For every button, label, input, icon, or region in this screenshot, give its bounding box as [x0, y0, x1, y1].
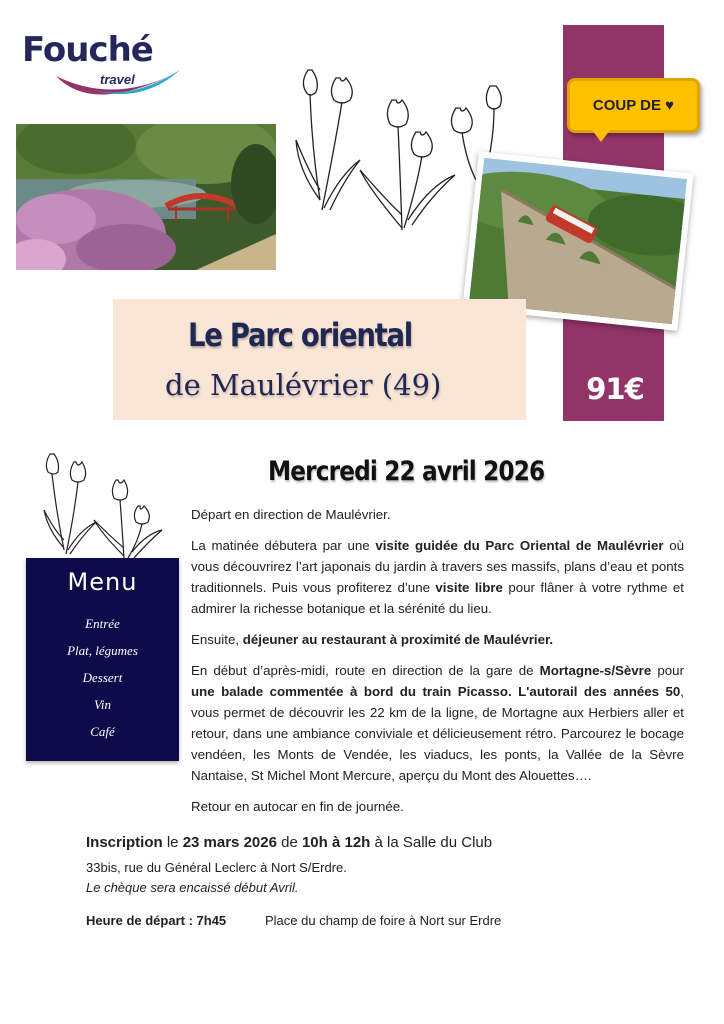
program-description: [191, 504, 684, 827]
menu-title: Menu: [67, 568, 138, 596]
tulip-drawing-small-icon: [40, 450, 165, 560]
page-subtitle: de Maulévrier (49): [165, 368, 442, 402]
menu-item-plat: Plat, légumes: [67, 643, 138, 658]
menu-item-dessert: Dessert: [82, 670, 123, 685]
departure-time: Heure de départ : 7h45: [86, 913, 227, 928]
logo-sub: travel: [100, 72, 135, 87]
badge-label: COUP DE: [592, 97, 661, 114]
cheque-note: Le chèque sera encaissé début Avril.: [86, 880, 299, 895]
menu-box: [26, 558, 179, 761]
paragraph-matinee: La matinée débutera par une visite guidée du Parc Oriental de Maulévrier où vous découvrirez l’art japonais du jardin à travers ses massifs, plans d’eau et ponts traditionnels. Puis vous profiterez d’une visite libre pour flâner à votre rythme et admirer la richesse botanique et la sérénité du lieu.: [191, 538, 684, 616]
paragraph-depart: Départ en direction de Maulévrier.: [191, 507, 391, 522]
menu-item-entree: Entrée: [85, 616, 120, 631]
price: 91€: [586, 372, 644, 406]
paragraph-apres-midi: En début d’après-midi, route en direction de la gare de Mortagne-s/Sèvre pour une balade commentée à bord du train Picasso. L'autorail des années 50, vous permet de découvrir les 22 km de la ligne, de Mortagne aux Herbiers aller et retour, dans une ambiance conviviale et délicieusement rétro. Parcourez le bocage vendéen, les Monts de Vendée, les viaducs, les ponts, la Vallée de la Sèvre Nantaise, St Michel Mont Mercure, aperçu du Mont des Alouettes….: [191, 663, 684, 783]
garden-photo: [16, 124, 276, 270]
departure-place: Place du champ de foire à Nort sur Erdre: [265, 913, 502, 928]
fouche-travel-logo: [22, 30, 172, 105]
page-title: Le Parc oriental: [188, 316, 412, 354]
coup-de-coeur-badge: [567, 78, 700, 133]
date-heading: Mercredi 22 avril 2026: [268, 456, 545, 487]
menu-item-vin: Vin: [93, 697, 112, 712]
menu-item-cafe: Café: [90, 724, 115, 739]
heart-icon: ♥: [665, 97, 675, 114]
paragraph-dejeuner: Ensuite, déjeuner au restaurant à proximité de Maulévrier.: [191, 632, 554, 647]
logo-brand: Fouché: [22, 30, 153, 70]
paragraph-retour: Retour en autocar en fin de journée.: [191, 799, 404, 814]
inscription-line: Inscription le 23 mars 2026 de 10h à 12h à la Salle du Club: [86, 834, 493, 851]
address: 33bis, rue du Général Leclerc à Nort S/Erdre.: [86, 860, 347, 875]
